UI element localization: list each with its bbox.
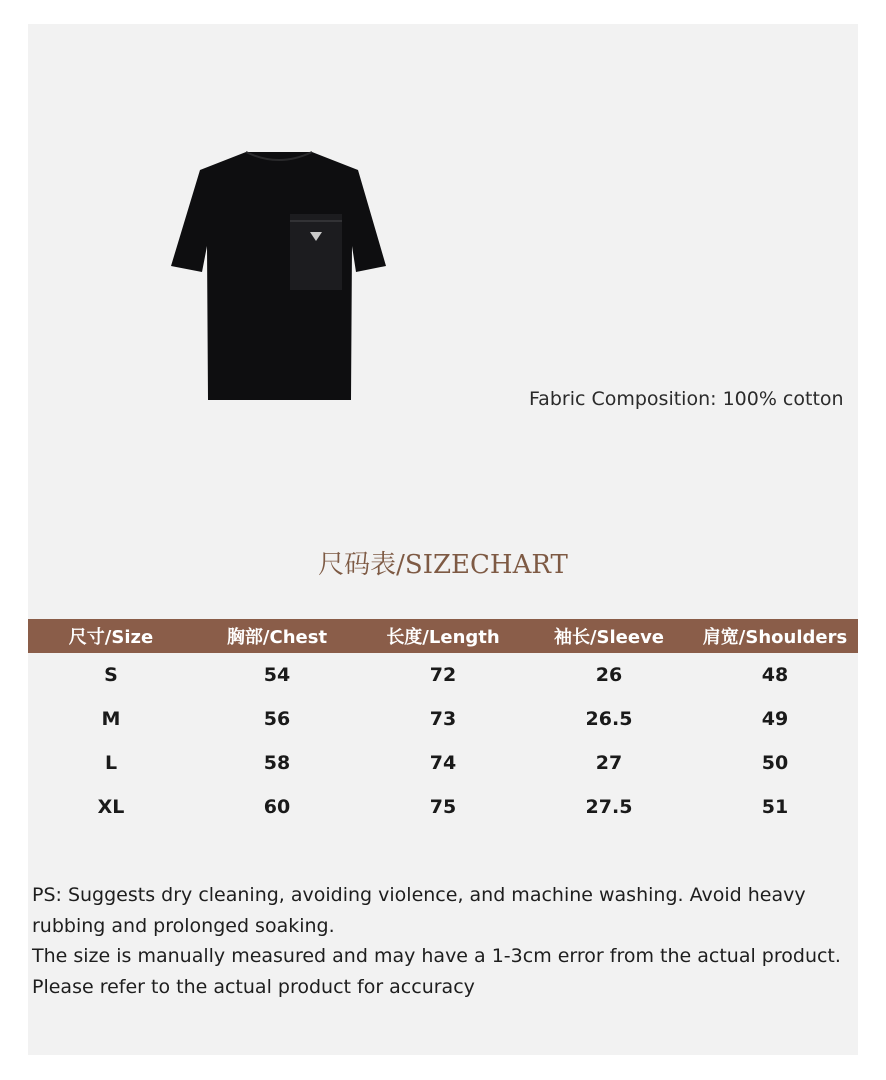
header-chest: 胸部/Chest (194, 619, 360, 653)
cell-shoulders: 51 (761, 796, 789, 818)
cell-chest: 54 (263, 664, 291, 686)
cell-sleeve: 27 (595, 752, 623, 774)
cell-chest: 58 (263, 752, 291, 774)
cell-shoulders: 48 (761, 664, 789, 686)
table-row (28, 697, 858, 741)
cell-length: 72 (429, 664, 457, 686)
size-table (28, 619, 858, 829)
header-sleeve: 袖长/Sleeve (526, 619, 692, 653)
table-row (28, 785, 858, 829)
tshirt-image (168, 148, 390, 400)
size-table-header (28, 619, 858, 653)
header-length: 长度/Length (360, 619, 526, 653)
header-size: 尺寸/Size (28, 619, 194, 653)
cell-length: 75 (429, 796, 457, 818)
cell-length: 74 (429, 752, 457, 774)
cell-sleeve: 27.5 (585, 796, 633, 818)
table-row (28, 653, 858, 697)
care-notes (32, 880, 854, 1002)
product-panel (28, 24, 858, 1055)
cell-size: L (104, 752, 118, 774)
fabric-composition: Fabric Composition: 100% cotton (529, 388, 844, 410)
care-note-washing: PS: Suggests dry cleaning, avoiding violence, and machine washing. Avoid heavy rubbing and prolonged soaking. (32, 884, 806, 937)
cell-size: M (101, 708, 121, 730)
cell-chest: 56 (263, 708, 291, 730)
cell-shoulders: 49 (761, 708, 789, 730)
care-note-accuracy: Please refer to the actual product for accuracy (32, 975, 475, 998)
care-note-measurement: The size is manually measured and may have a 1-3cm error from the actual product. (32, 945, 841, 967)
table-row (28, 741, 858, 785)
cell-size: XL (97, 796, 125, 818)
cell-sleeve: 26.5 (585, 708, 633, 730)
cell-size: S (104, 664, 118, 686)
cell-sleeve: 26 (595, 664, 623, 686)
cell-shoulders: 50 (761, 752, 789, 774)
header-shoulders: 肩宽/Shoulders (692, 619, 858, 653)
cell-length: 73 (429, 708, 457, 730)
size-chart-title: 尺码表/SIZECHART (318, 550, 568, 580)
cell-chest: 60 (263, 796, 291, 818)
